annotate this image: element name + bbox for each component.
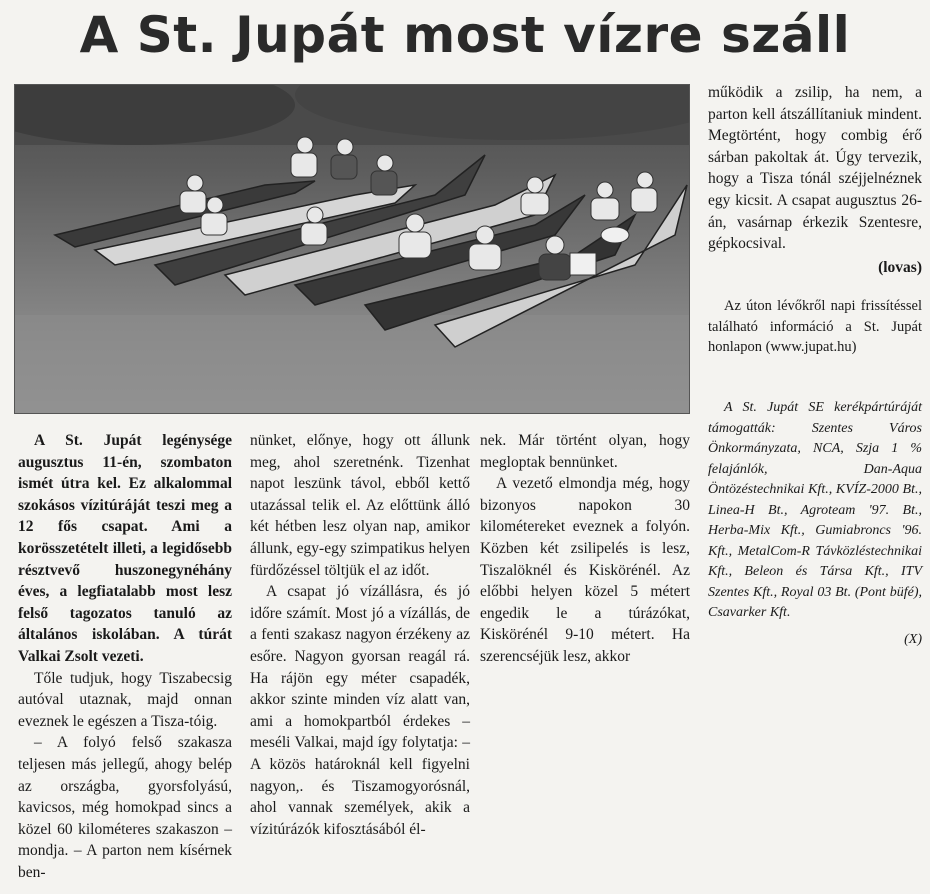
article-paragraph: működik a zsilip, ha nem, a parton kell átszállítaniuk mindent. Megtörtént, hogy combig érő sárban pakoltak át. Úgy tervezik, hogy a Tisza tónál széjjelnéznek egy kicsit. A csapat augusztus 26-án, vasárnap érkezik Szentesre, gépkocsival. — [708, 84, 922, 253]
article-column-3 — [480, 430, 690, 668]
article-column-4 — [708, 82, 922, 278]
info-note — [708, 296, 922, 358]
canoes-photo-icon — [15, 85, 690, 414]
info-note-text: Az úton lévőkről napi frissítéssel található információ a St. Jupát honlapon (www.jupat.hu) — [708, 298, 922, 355]
article-paragraph: A vezető elmondja még, hogy bizonyos napokon 30 kilométereket eveznek a folyón. Közben két zsilipelés is lesz, Tiszalöknél és Kiskörénél. Az előbbi helyen közel 5 métert engedik le a túrázókat, Kiskörénél 9-10 métert. Ha szerencséjük lesz, akkor — [480, 475, 690, 665]
article-paragraph: A csapat jó vízállásra, és jó időre számít. Most jó a vízállás, de a fenti szakasz nagyon érzékeny az esőre. Nagyon gyorsan reagál rá. Ha rájön egy méter csapadék, akkor szinte minden víz alatt van, ami a homokpartból érdekes – meséli Valkai, majd így folytatja: – A közös határoknál kell figyelni nagyon,. és Tiszamogyorósnál, ahol vannak személyek, akik a vízitúrázók kifosztásából él- — [250, 583, 470, 838]
canoes-photo — [14, 84, 690, 414]
article-paragraph: Tőle tudjuk, hogy Tiszabecsig autóval utaznak, majd onnan eveznek le egészen a Tisza-tóig. — [18, 669, 232, 730]
article-column-2 — [250, 430, 470, 840]
sponsors-signature: (X) — [904, 631, 922, 647]
headline: A St. Jupát most vízre száll — [79, 6, 851, 64]
article-paragraph: nünket, előnye, hogy ott állunk meg, ahol szeretnénk. Tizenhat napot leszünk távol, ebből kettő utazással telik el. Az előttünk álló két hétben lesz olyan nap, amikor állunk, egy-egy szimpatikus helyen fürdőzéssel töltjük el az időt. — [250, 432, 470, 579]
article-column-1 — [18, 430, 232, 883]
author-signature: (lovas) — [878, 258, 922, 276]
article-paragraph: nek. Már történt olyan, hogy megloptak bennünket. — [480, 432, 690, 471]
article-lead: A St. Jupát legénysége augusztus 11-én, szombaton ismét útra kel. Ez alkalommal szokásos vízitúráját teszi meg a 12 fős csapat. Ami a korösszetételt illeti, a legidősebb résztvevő huszonegynéhány éves, a legfiatalabb most lesz felső tagozatos tanuló az általános iskolában. A túrát Valkai Zsolt vezeti. — [18, 432, 232, 665]
article-paragraph: – A folyó felső szakasza teljesen más jellegű, ahogy belép az országba, gyorsfolyású, kavicsos, még homokpad sincs a közel 60 kilométeres szakaszon – mondja. – A parton nem kísérnek ben- — [18, 734, 232, 881]
sponsors-box — [708, 398, 922, 650]
sponsors-text: A St. Jupát SE kerékpártúráját támogatták: Szentes Város Önkormányzata, NCA, Szja 1 % felajánlók, Dan-Aqua Öntözéstechnikai Kft., KVÍZ-2000 Bt., Linea-H Bt., Agroteam '97. Bt., Herba-Mix Kft., Gumiabroncs '96. Kft., MetalCom-R Távközléstechnikai Kft., Beleon és Társa Kft., ITV Szentes Kft., Royal 03 Bt. (Pont büfé), Csavarker Kft. — [708, 400, 922, 620]
